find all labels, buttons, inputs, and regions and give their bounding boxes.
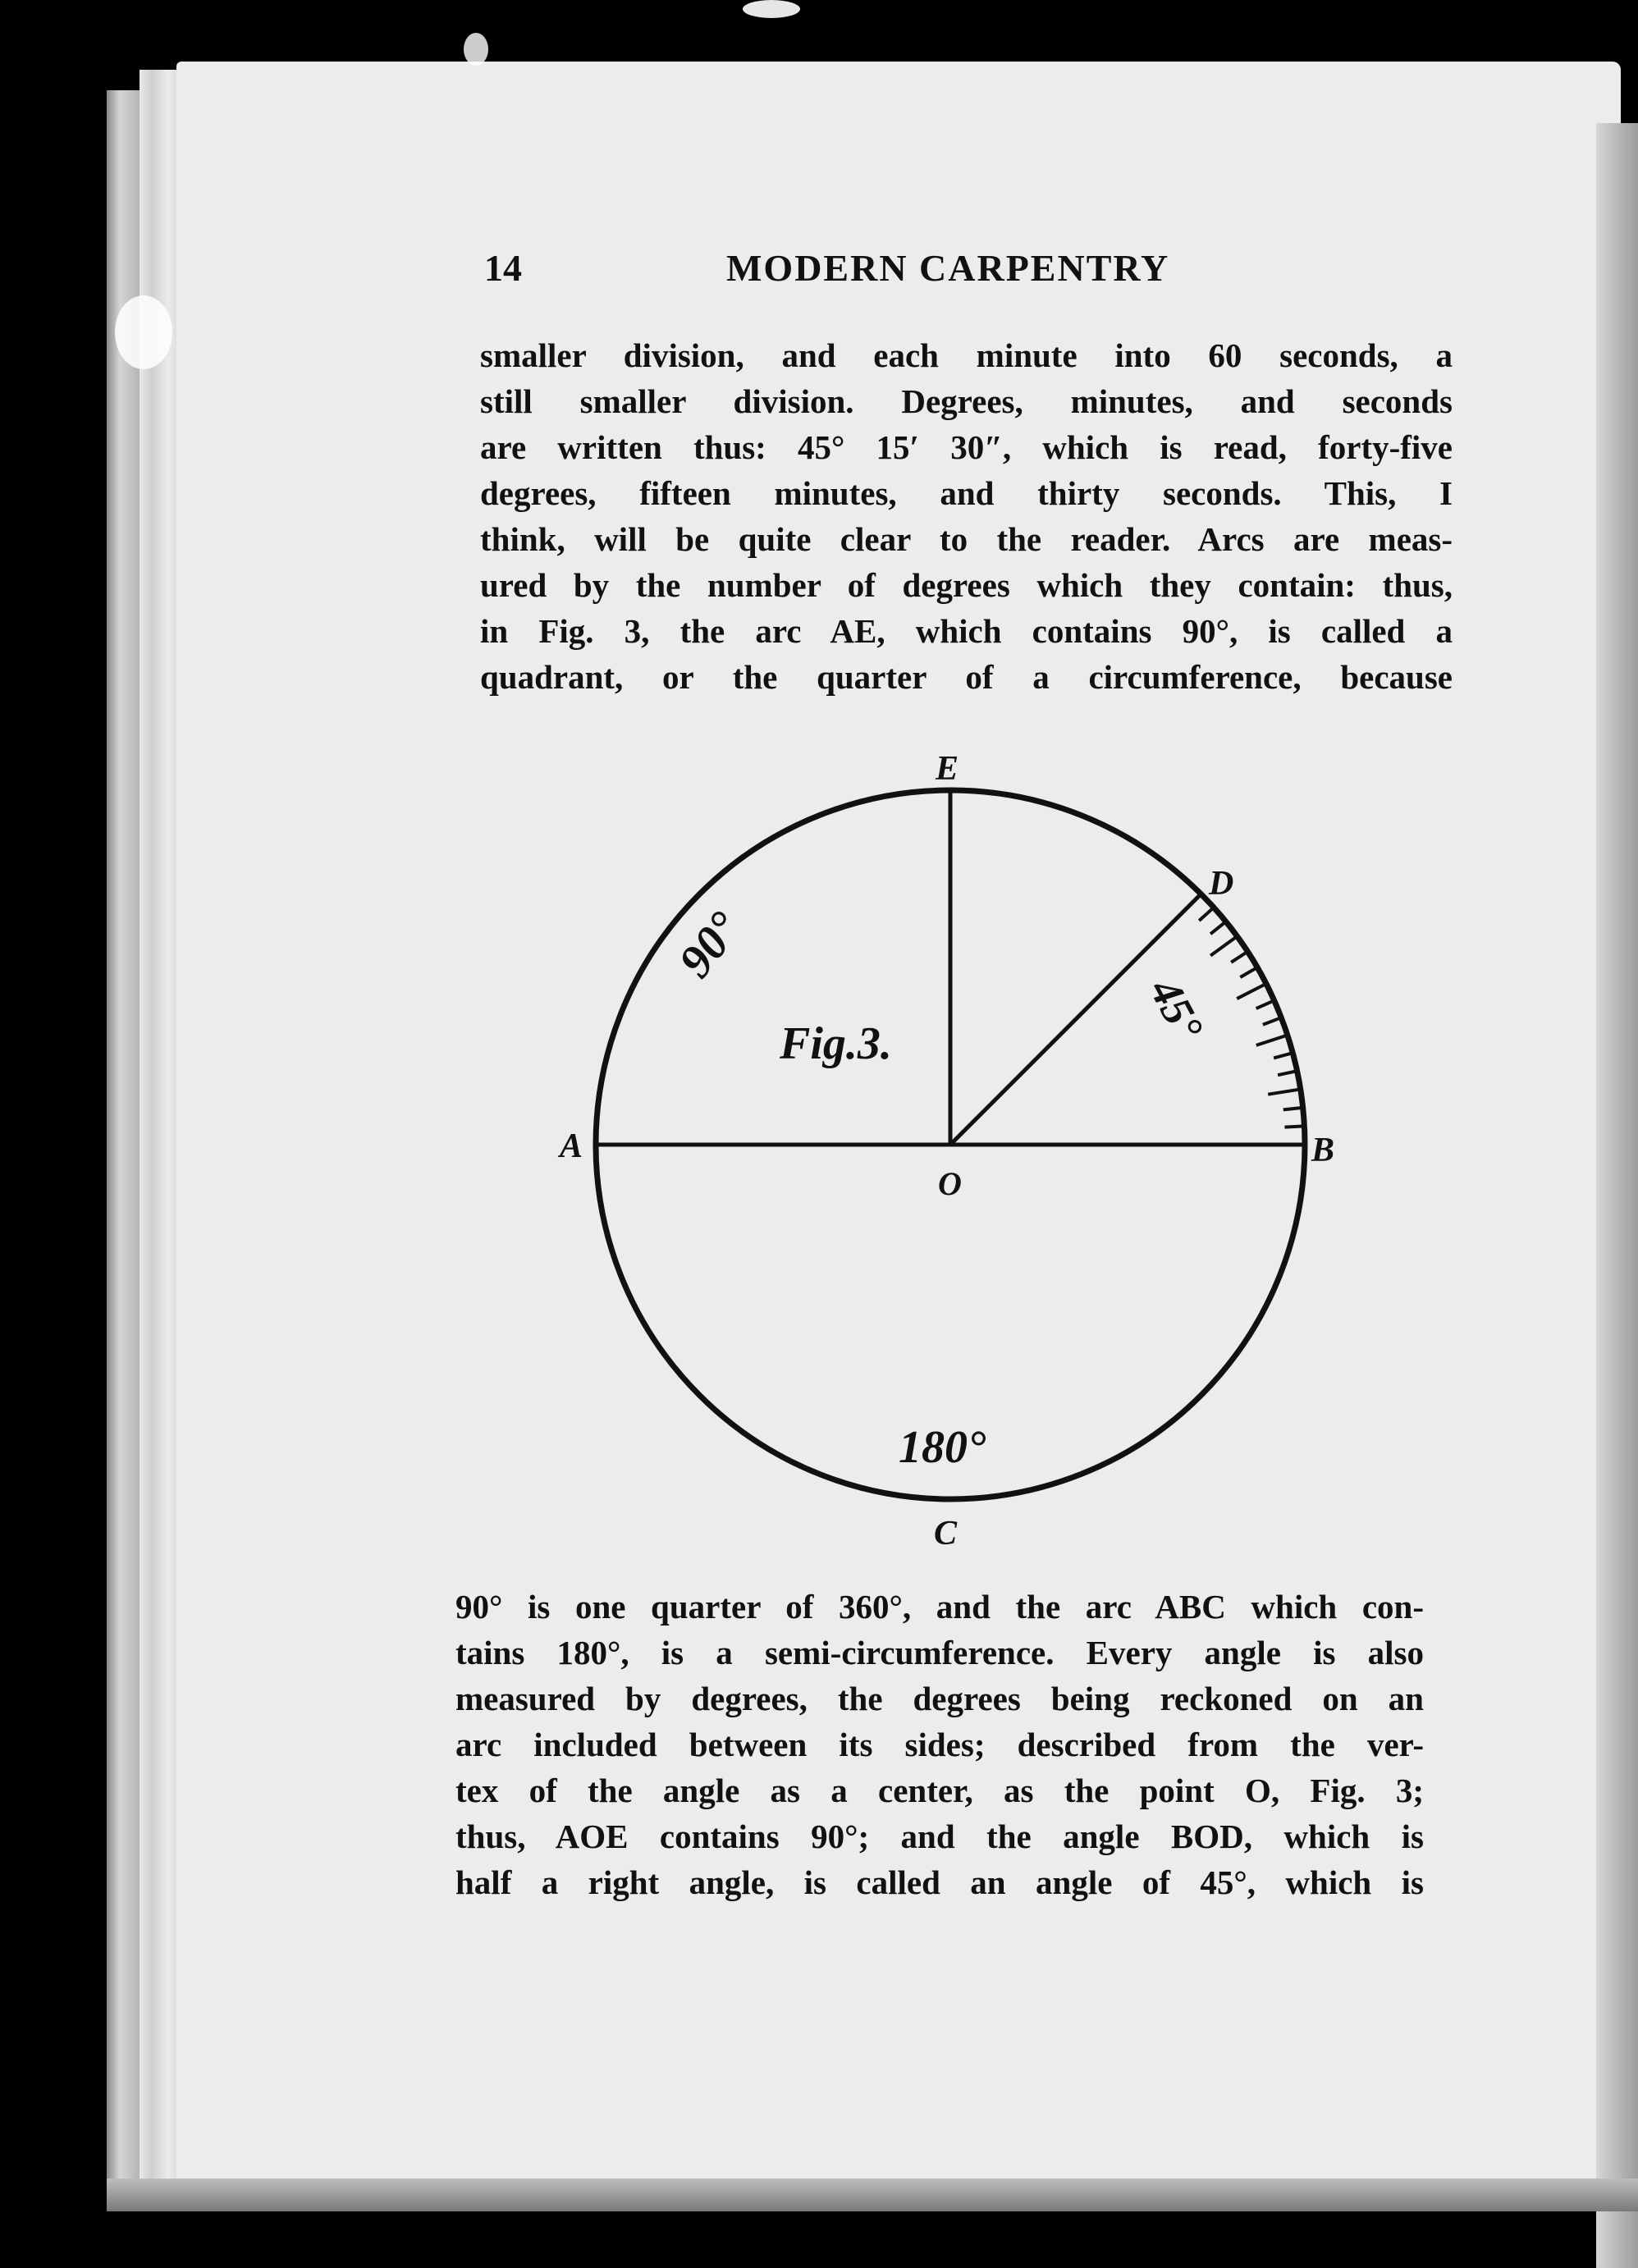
- text-line: measured by degrees, the degrees being reckoned on an: [455, 1680, 1424, 1717]
- degree-tick: [1240, 967, 1257, 977]
- page-header: [484, 246, 1223, 304]
- book-spine-edge: [107, 90, 140, 2191]
- degree-tick: [1284, 1126, 1304, 1127]
- point-label-e: E: [936, 750, 959, 788]
- degree-tick: [1274, 1053, 1293, 1058]
- text-line: thus, AOE contains 90°; and the angle BOD, which is: [455, 1818, 1424, 1855]
- point-label-a: A: [560, 1127, 583, 1165]
- degree-tick: [1231, 952, 1247, 963]
- text-line: tex of the angle as a center, as the point O, Fig. 3;: [455, 1772, 1424, 1809]
- page-right-edge: [1596, 123, 1638, 2268]
- point-label-d: D: [1209, 865, 1234, 903]
- figure-caption: Fig.3.: [780, 1018, 892, 1069]
- point-label-b: B: [1311, 1132, 1335, 1169]
- degree-tick: [1178, 894, 1201, 917]
- page-number: 14: [484, 247, 522, 289]
- text-line: degrees, fifteen minutes, and thirty seconds. This, I: [480, 474, 1453, 512]
- paragraph-top: [480, 332, 1453, 700]
- scan-speck: [464, 33, 488, 66]
- text-line: 90° is one quarter of 360°, and the arc ABC which con-: [455, 1588, 1424, 1626]
- degree-tick: [1263, 1017, 1281, 1025]
- degree-tick: [1199, 908, 1214, 921]
- page-stack-edge: [140, 70, 181, 2199]
- text-line: quadrant, or the quarter of a circumference, because: [480, 658, 1453, 696]
- text-line: are written thus: 45° 15′ 30″, which is read, forty-five: [480, 428, 1453, 466]
- text-line: ured by the number of degrees which they contain: thus,: [480, 566, 1453, 604]
- running-head: MODERN CARPENTRY: [726, 247, 1170, 289]
- degree-tick: [1268, 1089, 1301, 1094]
- degree-tick: [1256, 1036, 1288, 1045]
- degree-tick: [1237, 984, 1266, 999]
- arc-label-90: 90°: [668, 901, 752, 988]
- text-line: half a right angle, is called an angle of 45°, which is: [455, 1863, 1424, 1901]
- arc-label-45: 45°: [1140, 970, 1213, 1049]
- degree-tick: [1278, 1071, 1297, 1075]
- degree-tick: [1256, 1000, 1274, 1008]
- text-line: smaller division, and each minute into 60 seconds, a: [480, 336, 1453, 374]
- text-line: arc included between its sides; described from the ver-: [455, 1726, 1424, 1763]
- circle-diagram: [525, 738, 1428, 1575]
- text-line: tains 180°, is a semi-circumference. Every angle is also: [455, 1634, 1424, 1671]
- point-label-o: O: [938, 1165, 962, 1202]
- degree-tick: [1283, 1108, 1303, 1110]
- scan-speck: [115, 295, 172, 369]
- point-label-c: C: [934, 1515, 958, 1552]
- scan-speck: [743, 0, 800, 18]
- arc-label-180: 180°: [899, 1422, 986, 1473]
- figure-3: [525, 738, 1428, 1575]
- degree-tick: [1210, 921, 1226, 934]
- text-line: still smaller division. Degrees, minutes, and seconds: [480, 382, 1453, 420]
- page-bottom-edge: [107, 2179, 1638, 2211]
- paragraph-bottom: [455, 1584, 1424, 1905]
- text-line: in Fig. 3, the arc AE, which contains 90°, is called a: [480, 612, 1453, 650]
- text-line: think, will be quite clear to the reader. Arcs are meas-: [480, 520, 1453, 558]
- degree-tick: [1210, 936, 1237, 956]
